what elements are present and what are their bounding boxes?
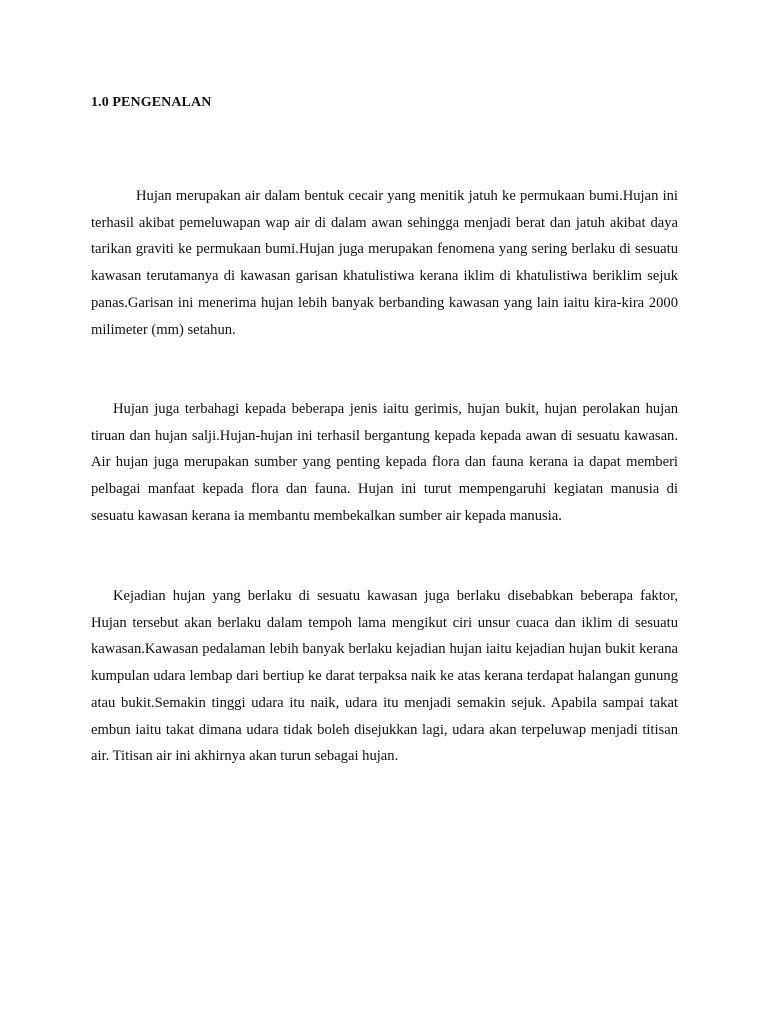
paragraph-1: Hujan merupakan air dalam bentuk cecair yang menitik jatuh ke permukaan bumi.Hujan ini terhasil akibat pemeluwapan wap air di dalam awan sehingga menjadi berat dan jatuh akibat daya tarikan graviti ke permukaan bumi.Hujan juga merupakan fenomena yang sering berlaku di sesuatu kawasan terutamanya di kawasan garisan khatulistiwa kerana iklim di khatulistiwa beriklim sejuk panas.Garisan ini menerima hujan lebih banyak berbanding kawasan yang lain iaitu kira-kira 2000 milimeter (mm) setahun. [91, 188, 678, 338]
paragraph-3: Kejadian hujan yang berlaku di sesuatu kawasan juga berlaku disebabkan beberapa faktor, Hujan tersebut akan berlaku dalam tempoh lama mengikut ciri unsur cuaca dan iklim di sesuatu kawasan.Kawasan pedalaman lebih banyak berlaku kejadian hujan iaitu kejadian hujan bukit kerana kumpulan udara lembap dari bertiup ke darat terpaksa naik ke atas kerana terdapat halangan gunung atau bukit.Semakin tinggi udara itu naik, udara itu menjadi semakin sejuk. Apabila sampai takat embun iaitu takat dimana udara tidak boleh disejukkan lagi, udara akan terpeluwap menjadi titisan air. Titisan air ini akhirnya akan turun sebagai hujan. [91, 588, 678, 765]
paragraph-2: Hujan juga terbahagi kepada beberapa jenis iaitu gerimis, hujan bukit, hujan perolakan hujan tiruan dan hujan salji.Hujan-hujan ini terhasil bergantung kepada kepada awan di sesuatu kawasan. Air hujan juga merupakan sumber yang penting kepada flora dan fauna kerana ia dapat memberi pelbagai manfaat kepada flora dan fauna. Hujan ini turut mempengaruhi kegiatan manusia di sesuatu kawasan kerana ia membantu membekalkan sumber air kepada manusia. [91, 401, 678, 524]
section-heading: 1.0 PENGENALAN [91, 95, 212, 110]
